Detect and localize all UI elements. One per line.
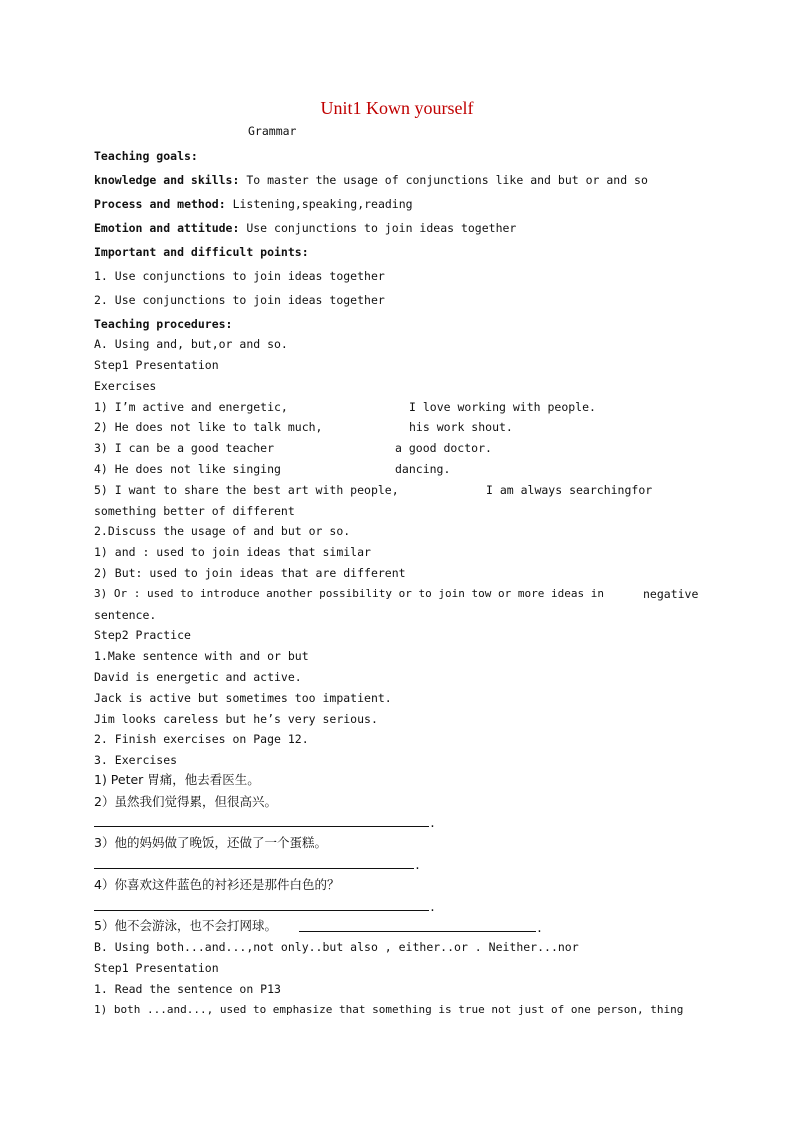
process-label-b: and method: (149, 197, 226, 211)
process-text: Listening,speaking,reading (225, 197, 413, 211)
sentence-1: David is energetic and active. (94, 670, 302, 684)
exercise-4-part-a: 4) He does not like singing (94, 462, 281, 476)
answer-line-5 (299, 931, 536, 932)
process-line (94, 196, 413, 212)
section-a-heading: A. Using and, but,or and so. (94, 337, 288, 351)
exercises-label: Exercises (94, 379, 157, 393)
answer-line-3-dot: . (414, 858, 421, 872)
knowledge-text: To master the usage of conjunctions like and but or and so (239, 173, 648, 187)
point-1: 1. Use conjunctions to join ideas together (94, 269, 385, 283)
exercise-4-part-b: dancing. (395, 462, 451, 476)
translation-5: 5）他不会游泳，也不会打网球。 (94, 918, 277, 933)
discuss-line: 2.Discuss the usage of and but or so. (94, 524, 351, 538)
teaching-procedures-heading: Teaching procedures: (94, 317, 233, 331)
section-a-step1: Step1 Presentation (94, 358, 219, 372)
exercise-5-part-a: 5) I want to share the best art with people, (94, 483, 399, 497)
exercise-2-part-b: his work shout. (409, 420, 513, 434)
answer-line-4-dot: . (429, 900, 436, 914)
exercise-3-part-b: a good doctor. (395, 441, 492, 455)
read-sentence: 1. Read the sentence on P13 (94, 982, 281, 996)
exercise-3-part-a: 3) I can be a good teacher (94, 441, 275, 455)
sentence-2: Jack is active but sometimes too impatient. (94, 691, 392, 705)
answer-line-3 (94, 868, 414, 869)
process-label: Process (94, 197, 143, 211)
exercise-1-part-b: I love working with people. (409, 400, 596, 414)
section-b-step1: Step1 Presentation (94, 961, 219, 975)
answer-line-4 (94, 910, 429, 911)
usage-but: 2) But: used to join ideas that are different (94, 566, 406, 580)
exercise-5-part-b: I am always searchingfor (486, 483, 653, 497)
make-sentence: 1.Make sentence with and or but (94, 649, 309, 663)
emotion-label: Emotion and attitude: (94, 221, 240, 235)
translation-4: 4）你喜欢这件蓝色的衬衫还是那件白色的？ (94, 877, 340, 892)
answer-line-2 (94, 826, 429, 827)
translation-3: 3）他的妈妈做了晚饭，还做了一个蛋糕。 (94, 835, 327, 850)
both-and-usage: 1) both ...and..., used to emphasize that something is true not just of one person, thing (94, 1003, 684, 1016)
usage-and: 1) and : used to join ideas that similar (94, 545, 371, 559)
section-b-heading: B. Using both...and...,not only..but also , either..or . Neither...nor (94, 940, 579, 954)
exercise-1-part-a: 1) I’m active and energetic, (94, 400, 288, 414)
usage-or-part-b: negative (643, 587, 699, 601)
important-points-heading: Important and difficult points: (94, 245, 309, 259)
subtitle: Grammar (248, 124, 297, 138)
exercise-5-part-c: something better of different (94, 504, 295, 518)
answer-line-5-dot: . (536, 921, 543, 935)
usage-or-part-c: sentence. (94, 608, 157, 622)
point-2: 2. Use conjunctions to join ideas together (94, 293, 385, 307)
finish-exercises: 2. Finish exercises on Page 12. (94, 732, 309, 746)
sentence-3: Jim looks careless but he’s very serious. (94, 712, 378, 726)
exercises-3-heading: 3. Exercises (94, 753, 178, 767)
teaching-goals-heading: Teaching goals: (94, 149, 198, 163)
emotion-text: Use conjunctions to join ideas together (239, 221, 517, 235)
translation-2: 2）虽然我们觉得累，但很高兴。 (94, 794, 277, 809)
page-title: Unit1 Kown yourself (320, 98, 474, 118)
translation-1: 1) Peter 胃痛，他去看医生。 (94, 772, 260, 787)
knowledge-line (94, 172, 648, 188)
usage-or-part-a: 3) Or : used to introduce another possibility or to join tow or more ideas in (94, 587, 604, 600)
answer-line-2-dot: . (429, 816, 436, 830)
step2-practice: Step2 Practice (94, 628, 191, 642)
emotion-line (94, 220, 516, 236)
knowledge-label: knowledge and skills: (94, 173, 240, 187)
exercise-2-part-a: 2) He does not like to talk much, (94, 420, 323, 434)
